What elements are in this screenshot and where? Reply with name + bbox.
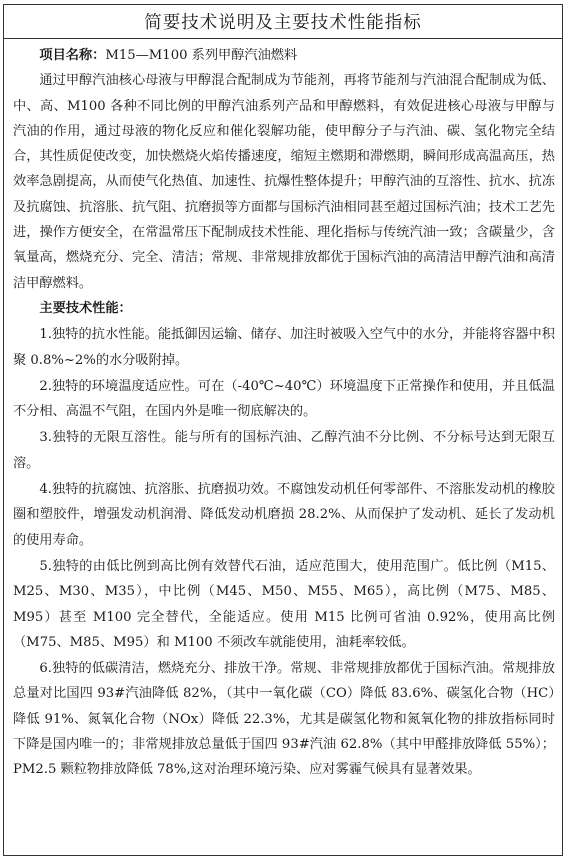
intro-paragraph: 通过甲醇汽油核心母液与甲醇混合配制成为节能剂，再将节能剂与汽油混合配制成为低、中、高、M100 各种不同比例的甲醇汽油系列产品和甲醇燃料，有效促进核心母液与甲醇与汽油的作用，通过母液的物化反应和催化裂解功能，使甲醇分子与汽油、碳、氢化物完全结合，其性质促使改变，加快燃烧火焰传播速度，缩短主燃期和滞燃期，瞬间形成高温高压，热效率急剧提高，从而使气化热值、加速性、抗爆性整体提升；甲醇汽油的互溶性、抗水、抗冻及抗腐蚀、抗溶胀、抗气阻、抗磨损等方面都与国标汽油相同甚至超过国标汽油；技术工艺先进，操作方便安全，在常温常压下配制成技术性能、理化指标与传统汽油一致；含碳量少，含氧量高，燃烧充分、完全、清洁；常规、非常规排放都优于国标汽油的高清洁甲醇汽油和高清洁甲醇燃料。 [13,73,555,291]
performance-item-4: 4.独特的抗腐蚀、抗溶胀、抗磨损功效。不腐蚀发动机任何零部件、不溶胀发动机的橡胶圈和塑胶件，增强发动机润滑、降低发动机磨损 28.2%、从而保护了发动机、延长了发动机的使用寿命。 [13,482,555,548]
project-name-value: M15—M100 系列甲醇汽油燃料 [105,48,298,63]
document-title: 简要技术说明及主要技术性能指标 [4,5,562,39]
performance-item-1: 1.独特的抗水性能。能抵御因运输、储存、加注时被吸入空气中的水分，并能将容器中积聚 0.8%~2%的水分吸附掉。 [13,327,555,368]
performance-heading: 主要技术性能： [39,300,132,316]
document-body [4,39,562,783]
project-name-label: 项目名称： [39,48,106,63]
performance-item-5: 5.独特的由低比例到高比例有效替代石油，适应范围大，使用范围广。低比例（M15、M25、M30、M35），中比例（M45、M50、M55、M65），高比例（M75、M85、M95）甚至 M100 完全替代，全能适应。使用 M15 比例可省油 0.92%，使用高比例（M75、M85、M95）和 M100 不须改车就能使用，油耗率较低。 [13,558,555,650]
project-name-line [13,43,555,68]
performance-item-2: 2.独特的环境温度适应性。可在（-40℃~40℃）环境温度下正常操作和使用，并且低温不分相、高温不气阻，在国内外是唯一彻底解决的。 [13,378,555,420]
performance-item-6: 6.独特的低碳清洁，燃烧充分、排放干净。常规、非常规排放都优于国标汽油。常规排放总量对比国四 93#汽油降低 82%，（其中一氧化碳（CO）降低 83.6%、碳氢化合物（HC）降低 91%、氮氧化合物（NOx）降低 22.3%，尤其是碳氢化物和氮氧化物的排放指标同时下降是国内唯一的；非常规排放总量低于国四 93#汽油 62.8%（其中甲醛排放降低 55%）；PM2.5 颗粒物排放降低 78%,这对治理环境污染、应对雾霾气候具有显著效果。 [13,661,555,778]
document-sheet [3,4,563,856]
performance-item-3: 3.独特的无限互溶性。能与所有的国标汽油、乙醇汽油不分比例、不分标号达到无限互溶。 [13,430,555,471]
